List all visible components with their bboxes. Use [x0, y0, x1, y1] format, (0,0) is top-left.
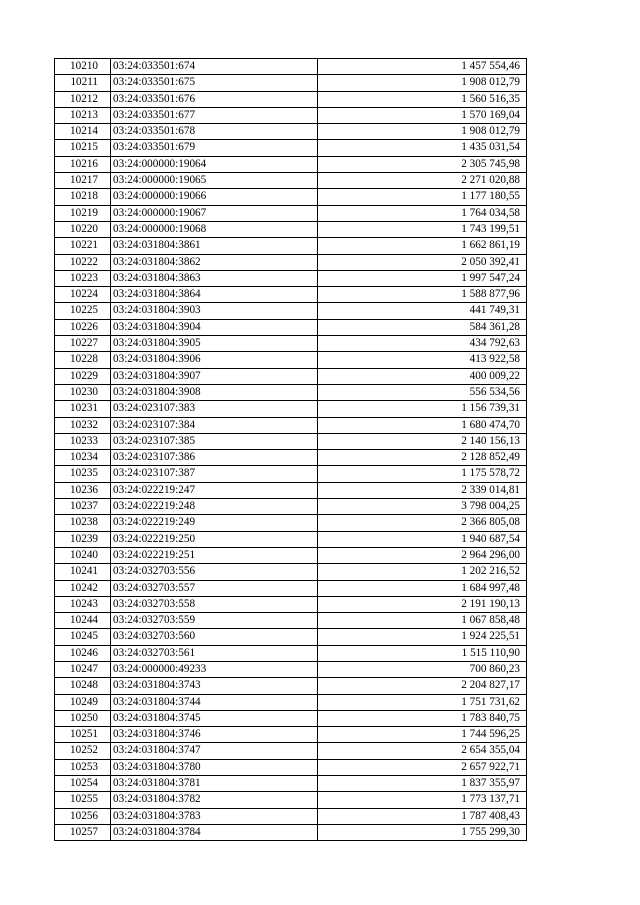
row-number-cell: 10225 [55, 303, 111, 319]
cadastral-number-cell: 03:24:032703:561 [111, 645, 318, 661]
cadastral-number-cell: 03:24:033501:675 [111, 75, 318, 91]
row-number-cell: 10221 [55, 238, 111, 254]
table-row [55, 319, 527, 335]
table-row [55, 189, 527, 205]
row-number-cell: 10240 [55, 547, 111, 563]
value-cell: 1 177 180,55 [318, 189, 527, 205]
value-cell: 1 908 012,79 [318, 75, 527, 91]
row-number-cell: 10230 [55, 384, 111, 400]
row-number-cell: 10237 [55, 499, 111, 515]
value-cell: 3 798 004,25 [318, 499, 527, 515]
table-row [55, 75, 527, 91]
table-row [55, 661, 527, 677]
row-number-cell: 10241 [55, 564, 111, 580]
row-number-cell: 10218 [55, 189, 111, 205]
cadastral-number-cell: 03:24:031804:3864 [111, 287, 318, 303]
row-number-cell: 10219 [55, 205, 111, 221]
value-cell: 1 924 225,51 [318, 629, 527, 645]
row-number-cell: 10246 [55, 645, 111, 661]
value-cell: 413 922,58 [318, 352, 527, 368]
table-row [55, 156, 527, 172]
table-row [55, 107, 527, 123]
row-number-cell: 10224 [55, 287, 111, 303]
row-number-cell: 10245 [55, 629, 111, 645]
value-cell: 2 050 392,41 [318, 254, 527, 270]
value-cell: 1 743 199,51 [318, 221, 527, 237]
cadastral-number-cell: 03:24:031804:3907 [111, 368, 318, 384]
value-cell: 1 783 840,75 [318, 710, 527, 726]
cadastral-number-cell: 03:24:032703:559 [111, 613, 318, 629]
cadastral-number-cell: 03:24:031804:3743 [111, 678, 318, 694]
value-cell: 1 744 596,25 [318, 727, 527, 743]
cadastral-number-cell: 03:24:031804:3782 [111, 792, 318, 808]
cadastral-number-cell: 03:24:022219:249 [111, 515, 318, 531]
table-row [55, 238, 527, 254]
cadastral-number-cell: 03:24:023107:386 [111, 450, 318, 466]
row-number-cell: 10256 [55, 808, 111, 824]
cadastral-number-cell: 03:24:031804:3906 [111, 352, 318, 368]
value-cell: 1 908 012,79 [318, 124, 527, 140]
table-row [55, 401, 527, 417]
table-row [55, 287, 527, 303]
row-number-cell: 10238 [55, 515, 111, 531]
table-row [55, 759, 527, 775]
table-row [55, 417, 527, 433]
row-number-cell: 10244 [55, 613, 111, 629]
value-cell: 1 435 031,54 [318, 140, 527, 156]
cadastral-number-cell: 03:24:032703:558 [111, 596, 318, 612]
value-cell: 2 305 745,98 [318, 156, 527, 172]
value-cell: 1 997 547,24 [318, 270, 527, 286]
cadastral-number-cell: 03:24:022219:247 [111, 482, 318, 498]
row-number-cell: 10253 [55, 759, 111, 775]
value-cell: 1 515 110,90 [318, 645, 527, 661]
cadastral-number-cell: 03:24:031804:3781 [111, 776, 318, 792]
value-cell: 2 339 014,81 [318, 482, 527, 498]
row-number-cell: 10231 [55, 401, 111, 417]
value-cell: 1 570 169,04 [318, 107, 527, 123]
table-row [55, 547, 527, 563]
cadastral-number-cell: 03:24:022219:251 [111, 547, 318, 563]
cadastral-number-cell: 03:24:022219:248 [111, 499, 318, 515]
table-row [55, 221, 527, 237]
row-number-cell: 10239 [55, 531, 111, 547]
cadastral-number-cell: 03:24:023107:383 [111, 401, 318, 417]
value-cell: 2 128 852,49 [318, 450, 527, 466]
row-number-cell: 10234 [55, 450, 111, 466]
cadastral-number-cell: 03:24:031804:3783 [111, 808, 318, 824]
row-number-cell: 10214 [55, 124, 111, 140]
table-row [55, 613, 527, 629]
table-row [55, 645, 527, 661]
cadastral-number-cell: 03:24:031804:3904 [111, 319, 318, 335]
row-number-cell: 10235 [55, 466, 111, 482]
cadastral-number-cell: 03:24:033501:678 [111, 124, 318, 140]
value-cell: 1 202 216,52 [318, 564, 527, 580]
value-cell: 2 271 020,88 [318, 173, 527, 189]
value-cell: 1 588 877,96 [318, 287, 527, 303]
row-number-cell: 10215 [55, 140, 111, 156]
cadastral-number-cell: 03:24:023107:387 [111, 466, 318, 482]
cadastral-number-cell: 03:24:023107:385 [111, 433, 318, 449]
cadastral-number-cell: 03:24:000000:19068 [111, 221, 318, 237]
row-number-cell: 10254 [55, 776, 111, 792]
cadastral-number-cell: 03:24:031804:3862 [111, 254, 318, 270]
value-cell: 2 657 922,71 [318, 759, 527, 775]
row-number-cell: 10251 [55, 727, 111, 743]
row-number-cell: 10242 [55, 580, 111, 596]
value-cell: 434 792,63 [318, 336, 527, 352]
cadastral-number-cell: 03:24:031804:3745 [111, 710, 318, 726]
value-cell: 1 156 739,31 [318, 401, 527, 417]
value-cell: 441 749,31 [318, 303, 527, 319]
cadastral-number-cell: 03:24:031804:3908 [111, 384, 318, 400]
table-row [55, 629, 527, 645]
value-cell: 1 751 731,62 [318, 694, 527, 710]
cadastral-number-cell: 03:24:023107:384 [111, 417, 318, 433]
row-number-cell: 10236 [55, 482, 111, 498]
row-number-cell: 10249 [55, 694, 111, 710]
cadastral-number-cell: 03:24:031804:3905 [111, 336, 318, 352]
table-row [55, 368, 527, 384]
table-row [55, 433, 527, 449]
cadastral-number-cell: 03:24:031804:3747 [111, 743, 318, 759]
table-row [55, 482, 527, 498]
row-number-cell: 10226 [55, 319, 111, 335]
row-number-cell: 10210 [55, 59, 111, 75]
table-row [55, 727, 527, 743]
value-cell: 2 204 827,17 [318, 678, 527, 694]
cadastral-number-cell: 03:24:031804:3746 [111, 727, 318, 743]
cadastral-number-cell: 03:24:031804:3903 [111, 303, 318, 319]
row-number-cell: 10211 [55, 75, 111, 91]
row-number-cell: 10247 [55, 661, 111, 677]
row-number-cell: 10213 [55, 107, 111, 123]
cadastral-number-cell: 03:24:032703:556 [111, 564, 318, 580]
cadastral-number-cell: 03:24:000000:49233 [111, 661, 318, 677]
cadastral-number-cell: 03:24:032703:557 [111, 580, 318, 596]
value-cell: 1 457 554,46 [318, 59, 527, 75]
cadastral-number-cell: 03:24:031804:3744 [111, 694, 318, 710]
table-row [55, 499, 527, 515]
table-row [55, 710, 527, 726]
value-cell: 1 175 578,72 [318, 466, 527, 482]
table-row [55, 270, 527, 286]
row-number-cell: 10233 [55, 433, 111, 449]
value-cell: 2 140 156,13 [318, 433, 527, 449]
value-cell: 2 366 805,08 [318, 515, 527, 531]
row-number-cell: 10257 [55, 824, 111, 840]
cadastral-number-cell: 03:24:000000:19065 [111, 173, 318, 189]
table-row [55, 564, 527, 580]
row-number-cell: 10217 [55, 173, 111, 189]
cadastral-number-cell: 03:24:033501:677 [111, 107, 318, 123]
cadastral-number-cell: 03:24:031804:3861 [111, 238, 318, 254]
cadastral-number-cell: 03:24:031804:3780 [111, 759, 318, 775]
value-cell: 1 684 997,48 [318, 580, 527, 596]
row-number-cell: 10227 [55, 336, 111, 352]
cadastral-number-cell: 03:24:033501:679 [111, 140, 318, 156]
table-body [55, 59, 527, 841]
table-row [55, 254, 527, 270]
table-row [55, 694, 527, 710]
table-row [55, 531, 527, 547]
table-row [55, 580, 527, 596]
cadastral-number-cell: 03:24:031804:3863 [111, 270, 318, 286]
table-row [55, 91, 527, 107]
value-cell: 556 534,56 [318, 384, 527, 400]
cadastral-number-cell: 03:24:033501:676 [111, 91, 318, 107]
table-row [55, 808, 527, 824]
table-row [55, 352, 527, 368]
table-row [55, 466, 527, 482]
row-number-cell: 10222 [55, 254, 111, 270]
row-number-cell: 10255 [55, 792, 111, 808]
cadastral-number-cell: 03:24:033501:674 [111, 59, 318, 75]
value-cell: 1 662 861,19 [318, 238, 527, 254]
table-row [55, 336, 527, 352]
cadastral-number-cell: 03:24:022219:250 [111, 531, 318, 547]
table-row [55, 792, 527, 808]
value-cell: 1 940 687,54 [318, 531, 527, 547]
cadastral-number-cell: 03:24:000000:19064 [111, 156, 318, 172]
table-row [55, 140, 527, 156]
row-number-cell: 10248 [55, 678, 111, 694]
table-row [55, 596, 527, 612]
value-cell: 400 009,22 [318, 368, 527, 384]
value-cell: 1 680 474,70 [318, 417, 527, 433]
value-cell: 1 755 299,30 [318, 824, 527, 840]
value-cell: 2 654 355,04 [318, 743, 527, 759]
table-row [55, 124, 527, 140]
cadastral-number-cell: 03:24:032703:560 [111, 629, 318, 645]
value-cell: 700 860,23 [318, 661, 527, 677]
row-number-cell: 10232 [55, 417, 111, 433]
value-cell: 1 764 034,58 [318, 205, 527, 221]
row-number-cell: 10250 [55, 710, 111, 726]
row-number-cell: 10216 [55, 156, 111, 172]
value-cell: 584 361,28 [318, 319, 527, 335]
value-cell: 1 837 355,97 [318, 776, 527, 792]
table-row [55, 450, 527, 466]
cadastral-number-cell: 03:24:031804:3784 [111, 824, 318, 840]
cadastral-value-table [54, 58, 527, 841]
table-row [55, 384, 527, 400]
row-number-cell: 10243 [55, 596, 111, 612]
row-number-cell: 10220 [55, 221, 111, 237]
row-number-cell: 10229 [55, 368, 111, 384]
table-row [55, 173, 527, 189]
table-row [55, 824, 527, 840]
cadastral-number-cell: 03:24:000000:19067 [111, 205, 318, 221]
cadastral-number-cell: 03:24:000000:19066 [111, 189, 318, 205]
table-row [55, 678, 527, 694]
table-row [55, 515, 527, 531]
row-number-cell: 10212 [55, 91, 111, 107]
value-cell: 1 773 137,71 [318, 792, 527, 808]
value-cell: 1 067 858,48 [318, 613, 527, 629]
row-number-cell: 10228 [55, 352, 111, 368]
table-row [55, 59, 527, 75]
row-number-cell: 10252 [55, 743, 111, 759]
value-cell: 1 787 408,43 [318, 808, 527, 824]
value-cell: 1 560 516,35 [318, 91, 527, 107]
value-cell: 2 191 190,13 [318, 596, 527, 612]
table-row [55, 205, 527, 221]
row-number-cell: 10223 [55, 270, 111, 286]
value-cell: 2 964 296,00 [318, 547, 527, 563]
table-row [55, 303, 527, 319]
table-row [55, 743, 527, 759]
table-row [55, 776, 527, 792]
